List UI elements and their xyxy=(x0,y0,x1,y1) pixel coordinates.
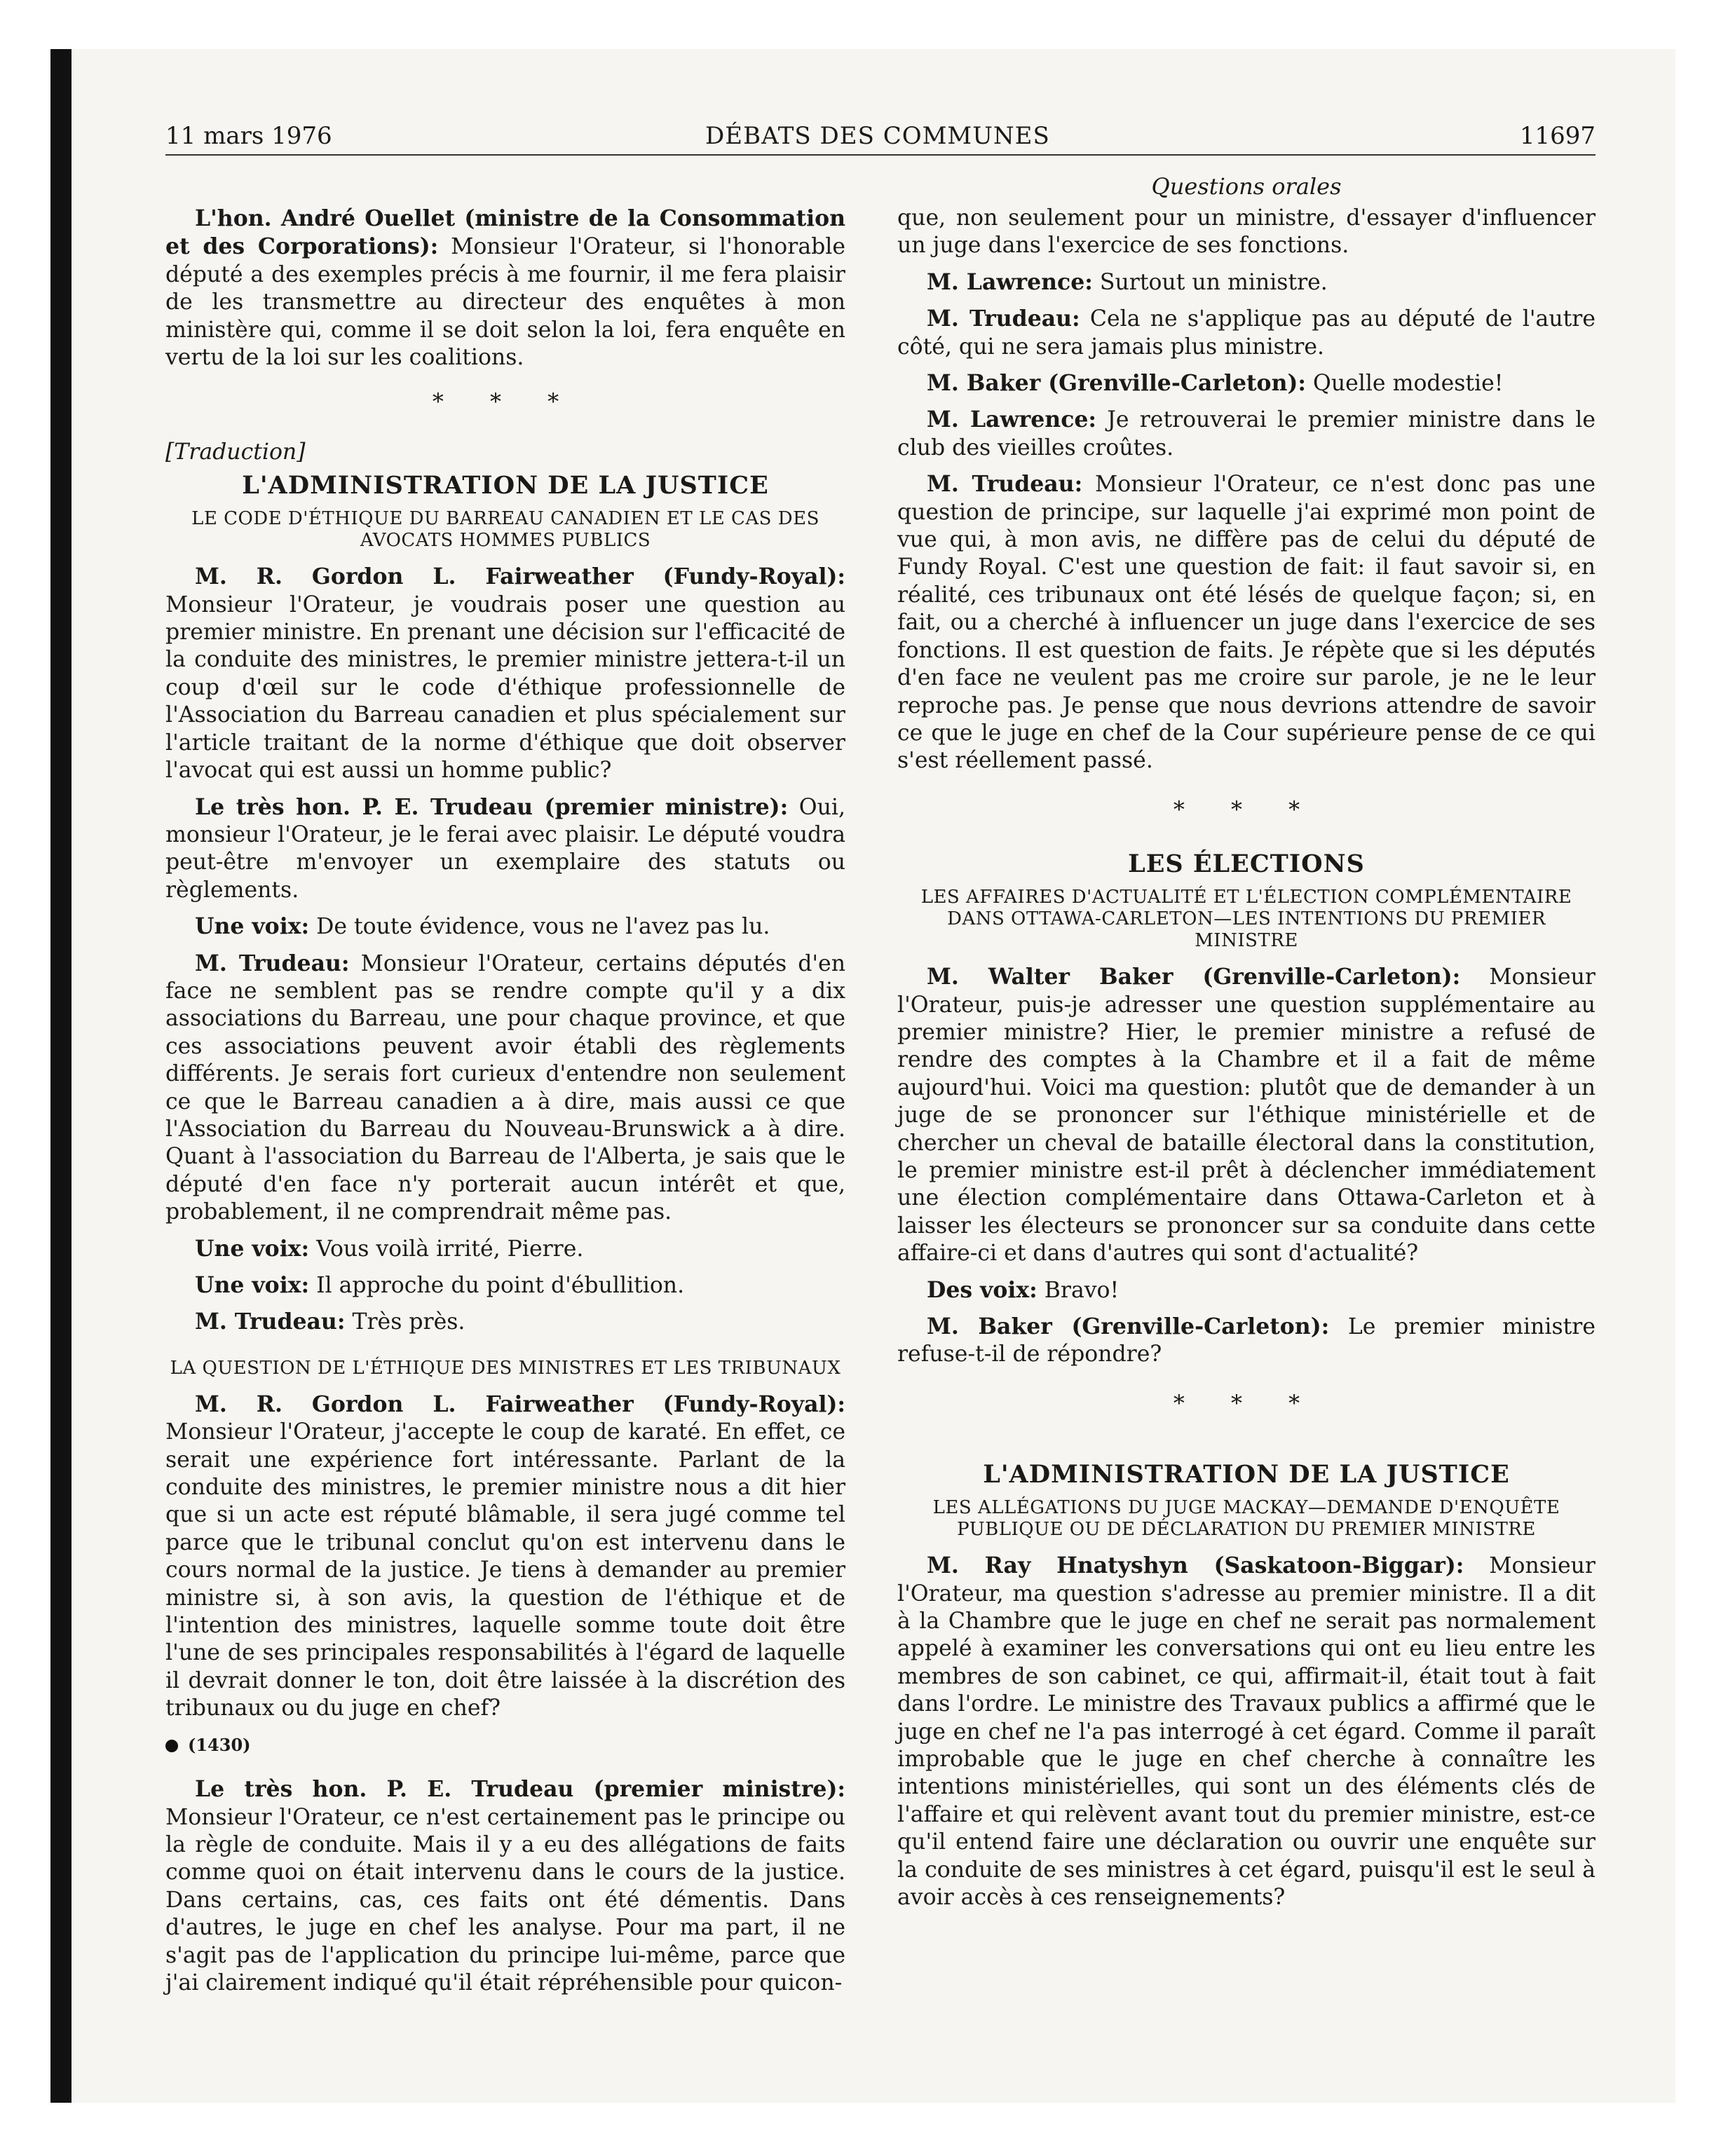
speaker: M. Trudeau: xyxy=(927,306,1080,332)
speaker: M. Trudeau: xyxy=(195,950,350,976)
paragraph xyxy=(165,563,845,784)
speech: Le premier ministre refuse-t-il de répondre? xyxy=(897,1314,1595,1367)
paragraph xyxy=(165,1271,845,1299)
subheading: LES AFFAIRES D'ACTUALITÉ ET L'ÉLECTION COMPLÉMENTAIRE DANS OTTAWA-CARLETON—LES INTENTIONS DU PREMIER MINISTRE xyxy=(920,887,1572,952)
speaker: M. Baker (Grenville-Carleton): xyxy=(927,370,1307,397)
speech: Vous voilà irrité, Pierre. xyxy=(309,1236,584,1262)
paragraph xyxy=(897,406,1595,462)
section-heading: LES ÉLECTIONS xyxy=(1128,850,1365,879)
scan-edge xyxy=(50,49,72,2103)
paragraph xyxy=(897,305,1595,361)
speaker: Le très hon. P. E. Trudeau (premier ministre): xyxy=(195,1776,845,1803)
bullet-icon xyxy=(165,1740,178,1752)
paragraph xyxy=(897,470,1595,775)
paragraph xyxy=(897,1276,1595,1304)
running-head: Questions orales xyxy=(1151,173,1342,200)
speech: De toute évidence, vous ne l'avez pas lu. xyxy=(309,914,770,940)
paragraph xyxy=(165,913,845,941)
speech: Quelle modestie! xyxy=(1306,371,1504,397)
speech: Très près. xyxy=(345,1309,465,1335)
paragraph xyxy=(165,1308,845,1336)
speech: Monsieur l'Orateur, je voudrais poser une question au premier ministre. En prenant une décision sur l'efficacité de la conduite des ministres, le premier ministre jettera-t-il un coup d'œil sur le code d'éthique professionnelle de l'Association du Barreau canadien et plus spécialement sur l'article traitant de la norme d'éthique que doit observer l'avocat qui est aussi un homme public? xyxy=(165,592,845,784)
paragraph xyxy=(165,1775,845,1997)
speech: Monsieur l'Orateur, j'accepte le coup de karaté. En effet, ce serait une expérience fort intéressante. Parlant de la conduite des ministres, le premier ministre nous a dit hier que si un acte est réputé blâmable, il sera jugé comme tel parce que le tribunal conclut qu'on est intervenu dans le cours normal de la justice. Je tiens à demander au premier ministre si, à son avis, la question de l'éthique et de l'intention des ministres, laquelle somme toute doit être l'une de ses principales responsabilités à l'égard de laquelle il devrait donner le ton, doit être laissée à la discrétion des tribunaux ou du juge en chef? xyxy=(165,1419,845,1721)
paragraph xyxy=(165,950,845,1227)
section-separator: * * * xyxy=(1173,1389,1320,1417)
paragraph xyxy=(897,1313,1595,1369)
paragraph xyxy=(897,1552,1595,1911)
paragraph xyxy=(897,268,1595,296)
speaker: M. Walter Baker (Grenville-Carleton): xyxy=(927,964,1461,990)
paragraph xyxy=(897,963,1595,1267)
left-column xyxy=(165,205,845,2005)
speaker: Une voix: xyxy=(195,913,310,940)
subheading: LA QUESTION DE L'ÉTHIQUE DES MINISTRES ET LES TRIBUNAUX xyxy=(170,1357,841,1379)
speaker: L'hon. André Ouellet (ministre de la Consommation et des Corporations): xyxy=(165,205,845,260)
speaker: M. Baker (Grenville-Carleton): xyxy=(927,1314,1330,1339)
speaker: Une voix: xyxy=(195,1272,310,1298)
header-title: DÉBATS DES COMMUNES xyxy=(705,122,1050,150)
speech: Monsieur l'Orateur, ce n'est certainement pas le principe ou la règle de conduite. Mais il y a eu des allégations de faits comme quoi on était intervenu dans le cours de la justice. Dans certains, cas, ces faits ont été démentis. Dans d'autres, le juge en chef les analyse. Pour ma part, il ne s'agit pas de l'application du principe lui-même, parce que j'ai clairement indiqué qu'il était répréhensible pour quicon- xyxy=(165,1804,845,1995)
speaker: M. R. Gordon L. Fairweather (Fundy-Royal): xyxy=(195,1391,845,1417)
header-date: 11 mars 1976 xyxy=(165,122,332,150)
speaker: M. Trudeau: xyxy=(927,471,1083,498)
speech: Bravo! xyxy=(1037,1277,1120,1303)
paragraph xyxy=(165,793,845,905)
time-marker xyxy=(165,1731,845,1759)
paragraph xyxy=(897,205,1595,260)
paragraph xyxy=(165,1235,845,1263)
speech: Monsieur l'Orateur, certains députés d'en face ne semblent pas se rendre compte qu'il y a dix associations du Barreau, une pour chaque province, et que ces associations peuvent avoir établi des règlements différents. Je serais fort curieux d'entendre non seulement ce que le Barreau canadien a à dire, mais aussi ce que l'Association du Barreau du Nouveau-Brunswick a à dire. Quant à l'association du Barreau de l'Alberta, je sais que le député d'en face n'y porterait aucun intérêt et que, probablement, il ne comprendrait même pas. xyxy=(165,950,845,1225)
section-separator: * * * xyxy=(1173,796,1320,823)
speech: Monsieur l'Orateur, puis-je adresser une question supplémentaire au premier ministre? Hier, le premier ministre a refusé de rendre des comptes à la Chambre et il a fait de même aujourd'hui. Voici ma question: plutôt que de demander à un juge de se prononcer sur l'éthique ministérielle et de chercher un cheval de bataille électoral dans la constitution, le premier ministre est-il prêt à déclencher immédiatement une élection complémentaire dans Ottawa-Carleton et à laisser les électeurs se prononcer sur sa conduite dans cette affaire-ci et dans d'autres qui sont d'actualité? xyxy=(897,964,1595,1267)
speaker: M. Lawrence: xyxy=(927,407,1097,433)
translation-note: [Traduction] xyxy=(165,439,306,465)
section-heading: L'ADMINISTRATION DE LA JUSTICE xyxy=(983,1460,1510,1489)
paragraph xyxy=(897,369,1595,397)
paragraph xyxy=(165,1391,845,1723)
section-separator: * * * xyxy=(432,388,579,416)
speaker: M. Lawrence: xyxy=(927,268,1093,295)
paragraph xyxy=(165,205,845,371)
speech: Monsieur l'Orateur, ma question s'adresse au premier ministre. Il a dit à la Chambre que le juge en chef ne serait pas normalement appelé à examiner les conversations qui ont eu lieu entre les membres de son cabinet, ce qui, affirmait-il, était tout à fait dans l'ordre. Le ministre des Travaux publics a affirmé que le juge en chef ne l'a pas interrogé à cet égard. Comme il paraît improbable que le juge en chef cherche à connaître les intentions ministérielles, qui sont un des éléments clés de l'affaire et qui relèvent avant tout du premier ministre, est-ce qu'il entend faire une déclaration ou ouvrir une enquête sur la conduite de ses ministres à cet égard, puisqu'il est le seul à avoir accès à ces renseignements? xyxy=(897,1553,1595,1911)
right-column xyxy=(897,205,1595,1920)
speech: Oui, monsieur l'Orateur, je le ferai avec plaisir. Le député voudra peut-être m'envoyer un exemplaire des statuts ou règlements. xyxy=(165,794,846,903)
speaker: Une voix: xyxy=(195,1235,310,1262)
page-header xyxy=(165,121,1595,154)
speech: Je retrouverai le premier ministre dans le club des vieilles croûtes. xyxy=(897,407,1595,460)
speech: Cela ne s'applique pas au député de l'autre côté, qui ne sera jamais plus ministre. xyxy=(897,306,1595,360)
speaker: Des voix: xyxy=(927,1276,1037,1303)
subheading: LE CODE D'ÉTHIQUE DU BARREAU CANADIEN ET LE CAS DES AVOCATS HOMMES PUBLICS xyxy=(191,508,819,552)
speaker: Le très hon. P. E. Trudeau (premier ministre): xyxy=(195,793,789,820)
speech: que, non seulement pour un ministre, d'essayer d'influencer un juge dans l'exercice de ses fonctions. xyxy=(897,205,1595,259)
speaker: M. Trudeau: xyxy=(195,1309,346,1335)
speech: Il approche du point d'ébullition. xyxy=(309,1273,685,1298)
section-heading: L'ADMINISTRATION DE LA JUSTICE xyxy=(242,471,769,500)
header-rule xyxy=(165,154,1595,156)
speech: Monsieur l'Orateur, si l'honorable député a des exemples précis à me fournir, il me fera plaisir de les transmettre au directeur des enquêtes à mon ministère qui, comme il se doit selon la loi, fera enquête en vertu de la loi sur les coalitions. xyxy=(165,234,845,371)
speech: Monsieur l'Orateur, ce n'est donc pas une question de principe, sur laquelle j'ai exprimé mon point de vue qui, à mon avis, ne diffère pas de celui du député de Fundy Royal. C'est une question de fait: il faut savoir si, en réalité, ces tribunaux ont été lésés de quelque façon; si, en fait, ou a cherché à influencer un juge dans l'exercice de ses fonctions. Il est question de faits. Je répète que si les députés d'en face ne veulent pas me croire sur parole, je ne le leur reproche pas. Je pense que nous devrions attendre de savoir ce que le juge en chef de la Cour supérieure pense de ce qui s'est réellement passé. xyxy=(897,472,1595,774)
speech: Surtout un ministre. xyxy=(1092,269,1328,295)
speaker: M. R. Gordon L. Fairweather (Fundy-Royal): xyxy=(195,564,845,590)
time-marker-text: (1430) xyxy=(188,1734,251,1755)
header-page-number: 11697 xyxy=(1519,122,1595,150)
subheading: LES ALLÉGATIONS DU JUGE MACKAY—DEMANDE D'ENQUÊTE PUBLIQUE OU DE DÉCLARATION DU PREMIER MINISTRE xyxy=(932,1497,1560,1541)
speaker: M. Ray Hnatyshyn (Saskatoon-Biggar): xyxy=(927,1553,1464,1579)
